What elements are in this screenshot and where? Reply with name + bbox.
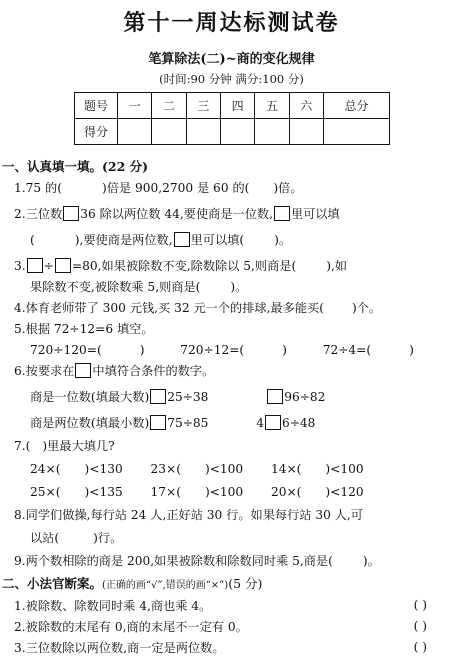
score-cell: 五 (255, 93, 289, 119)
score-table (74, 92, 390, 145)
fill-box[interactable] (75, 363, 91, 378)
score-cell: 题号 (75, 93, 118, 119)
question-6-row-2: 商是两位数(填最小数) 75÷85 4 6÷48 (30, 416, 316, 430)
score-input-cell[interactable] (323, 119, 389, 145)
score-input-cell[interactable] (220, 119, 254, 145)
question-6-row-1: 商是一位数(填最大数) 25÷38 96÷82 (30, 390, 326, 404)
judgement-item: 3.三位数除以两位数,商一定是两位数。 (14, 641, 225, 655)
score-table-header-row (75, 93, 390, 119)
score-table-score-row (75, 119, 390, 145)
fill-box[interactable] (265, 415, 281, 430)
question-2-cont: ( ),要使商是两位数, 里可以填( )。 (30, 233, 292, 247)
score-cell: 四 (220, 93, 254, 119)
fill-box[interactable] (55, 258, 71, 273)
score-cell: 三 (186, 93, 220, 119)
question-5-items: 720÷120=( ) 720÷12=( ) 72÷4=( ) (30, 343, 414, 357)
score-input-cell[interactable] (186, 119, 220, 145)
score-input-cell[interactable] (255, 119, 289, 145)
section-1-heading: 一、认真填一填。(22 分) (2, 159, 149, 174)
question-1: 1.75 的( )倍是 900,2700 是 60 的( )倍。 (14, 181, 303, 195)
score-cell: 二 (152, 93, 186, 119)
judgement-answer-paren[interactable]: ( ) (413, 619, 427, 633)
question-5: 5.根据 72÷12=6 填空。 (14, 322, 154, 336)
fill-box[interactable] (27, 258, 43, 273)
fill-box[interactable] (267, 389, 283, 404)
question-8: 8.同学们做操,每行站 24 人,正好站 30 行。如果每行站 30 人,可 (14, 508, 363, 522)
fill-box[interactable] (63, 206, 79, 221)
score-cell: 总分 (323, 93, 389, 119)
question-8-cont: 以站( )行。 (30, 531, 123, 545)
question-7-row-2: 25×( )<135 17×( )<100 20×( )<120 (30, 485, 364, 499)
score-cell: 得分 (75, 119, 118, 145)
score-input-cell[interactable] (118, 119, 152, 145)
question-9: 9.两个数相除的商是 200,如果被除数和除数同时乘 5,商是( )。 (14, 554, 380, 568)
question-3: 3. ÷ =80,如果被除数不变,除数除以 5,则商是( ),如 (14, 259, 348, 273)
question-7-row-1: 24×( )<130 23×( )<100 14×( )<100 (30, 462, 364, 476)
question-4: 4.体育老师带了 300 元钱,买 32 元一个的排球,最多能买( )个。 (14, 301, 382, 315)
judgement-item: 1.被除数、除数同时乘 4,商也乘 4。 (14, 599, 212, 613)
question-2: 2.三位数 36 除以两位数 44,要使商是一位数, 里可以填 (14, 207, 340, 221)
judgement-item: 2.被除数的末尾有 0,商的末尾不一定有 0。 (14, 620, 248, 634)
fill-box[interactable] (174, 232, 190, 247)
question-3-cont: 果除数不变,被除数乘 5,则商是( )。 (30, 280, 248, 294)
judgement-answer-paren[interactable]: ( ) (413, 640, 427, 654)
score-cell: 六 (289, 93, 323, 119)
judgement-answer-paren[interactable]: ( ) (413, 598, 427, 612)
score-input-cell[interactable] (152, 119, 186, 145)
page-title: 第十一周达标测试卷 (123, 10, 340, 36)
question-6: 6.按要求在 中填符合条件的数字。 (14, 364, 215, 378)
fill-box[interactable] (150, 389, 166, 404)
section-2-heading: 二、小法官断案。(正确的画“√”,错误的画“×”)(5 分) (2, 576, 263, 591)
fill-box[interactable] (150, 415, 166, 430)
score-input-cell[interactable] (289, 119, 323, 145)
question-7: 7.( )里最大填几? (14, 439, 115, 453)
page-subtitle: 笔算除法(二)~商的变化规律 (148, 52, 315, 67)
time-score-info: (时间:90 分钟 满分:100 分) (159, 72, 304, 86)
fill-box[interactable] (274, 206, 290, 221)
score-cell: 一 (118, 93, 152, 119)
